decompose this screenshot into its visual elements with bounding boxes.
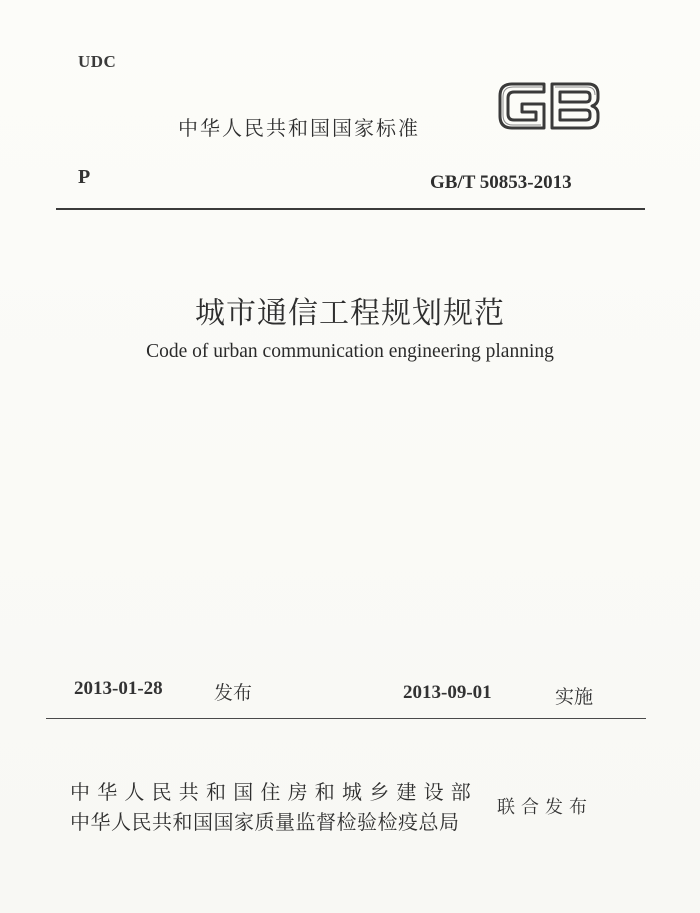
issuer-quality-administration: 中华人民共和国国家质量监督检验检疫总局 bbox=[70, 810, 460, 834]
publish-label: 发布 bbox=[214, 682, 253, 704]
gb-logo-icon bbox=[494, 76, 604, 136]
publish-date: 2013-01-28 bbox=[74, 678, 163, 699]
joint-issue-label: 联合发布 bbox=[497, 797, 593, 818]
document-title-english: Code of urban communication engineering planning bbox=[146, 341, 554, 362]
national-standard-heading: 中华人民共和国国家标准 bbox=[178, 116, 420, 140]
category-code: P bbox=[78, 166, 91, 188]
document-title-chinese: 城市通信工程规划规范 bbox=[195, 296, 505, 331]
header-divider bbox=[56, 208, 645, 210]
issuer-ministry-housing: 中华人民共和国住房和城乡建设部 bbox=[70, 780, 478, 804]
standard-number: GB/T 50853-2013 bbox=[430, 172, 572, 193]
udc-label: UDC bbox=[78, 52, 117, 71]
implement-date: 2013-09-01 bbox=[403, 682, 492, 703]
footer-divider bbox=[46, 718, 646, 719]
implement-label: 实施 bbox=[555, 686, 594, 708]
